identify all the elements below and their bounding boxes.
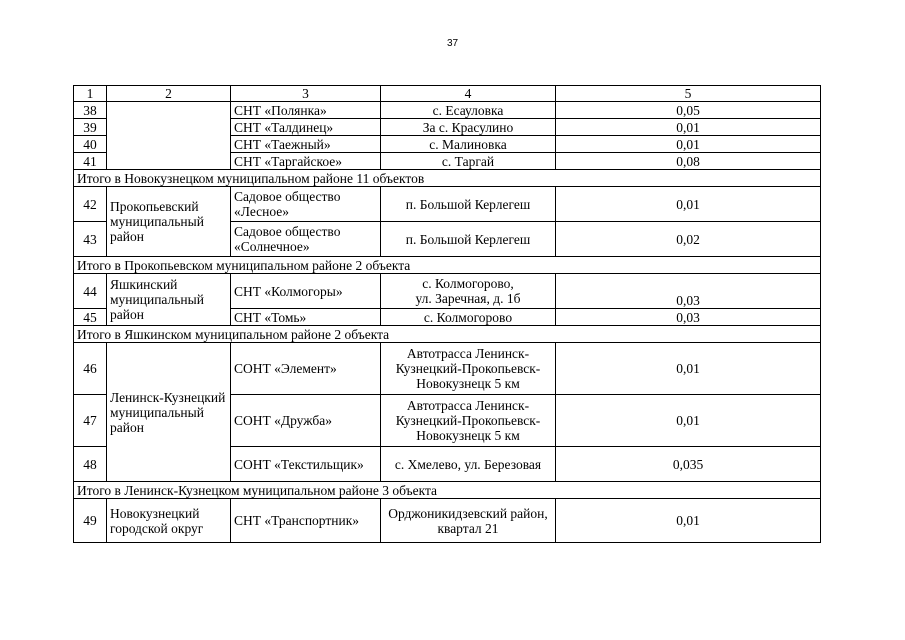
object-location: Автотрасса Ленинск-Кузнецкий-Прокопьевск-Новокузнецк 5 км bbox=[381, 343, 556, 395]
district-name: Прокопьевский муниципальный район bbox=[107, 187, 231, 257]
object-location: с. Колмогорово, ул. Заречная, д. 1б bbox=[381, 274, 556, 309]
object-name: СНТ «Колмогоры» bbox=[231, 274, 381, 309]
row-number: 48 bbox=[74, 447, 107, 482]
total-row bbox=[74, 482, 821, 499]
object-location: с. Малиновка bbox=[381, 136, 556, 153]
object-name: СОНТ «Текстильщик» bbox=[231, 447, 381, 482]
district-name: Ленинск-Кузнецкий муниципальный район bbox=[107, 343, 231, 482]
row-number: 46 bbox=[74, 343, 107, 395]
header-cell: 1 bbox=[74, 86, 107, 102]
object-location: Автотрасса Ленинск-Кузнецкий-Прокопьевск-Новокузнецк 5 км bbox=[381, 395, 556, 447]
header-cell: 4 bbox=[381, 86, 556, 102]
object-location: с. Хмелево, ул. Березовая bbox=[381, 447, 556, 482]
total-row bbox=[74, 170, 821, 187]
object-area: 0,035 bbox=[556, 447, 821, 482]
row-number: 44 bbox=[74, 274, 107, 309]
table-row bbox=[74, 499, 821, 543]
object-name: Садовое общество «Лесное» bbox=[231, 187, 381, 222]
row-number: 43 bbox=[74, 222, 107, 257]
total-row bbox=[74, 326, 821, 343]
row-number: 45 bbox=[74, 309, 107, 326]
object-area: 0,01 bbox=[556, 343, 821, 395]
object-area: 0,03 bbox=[556, 274, 821, 309]
object-name: СНТ «Таргайское» bbox=[231, 153, 381, 170]
object-name: Садовое общество «Солнечное» bbox=[231, 222, 381, 257]
header-cell: 3 bbox=[231, 86, 381, 102]
object-name: СОНТ «Элемент» bbox=[231, 343, 381, 395]
object-area: 0,01 bbox=[556, 119, 821, 136]
object-location: п. Большой Керлегеш bbox=[381, 222, 556, 257]
total-text: Итого в Яшкинском муниципальном районе 2 объекта bbox=[74, 326, 821, 343]
total-text: Итого в Новокузнецком муниципальном районе 11 объектов bbox=[74, 170, 821, 187]
object-location: с. Есауловка bbox=[381, 102, 556, 119]
district-name: Яшкинский муниципальный район bbox=[107, 274, 231, 326]
table-row bbox=[74, 343, 821, 395]
object-location: с. Таргай bbox=[381, 153, 556, 170]
row-number: 42 bbox=[74, 187, 107, 222]
row-number: 47 bbox=[74, 395, 107, 447]
row-number: 49 bbox=[74, 499, 107, 543]
object-location: п. Большой Керлегеш bbox=[381, 187, 556, 222]
object-name: СНТ «Транспортник» bbox=[231, 499, 381, 543]
object-area: 0,01 bbox=[556, 395, 821, 447]
table-row bbox=[74, 102, 821, 119]
total-text: Итого в Прокопьевском муниципальном районе 2 объекта bbox=[74, 257, 821, 274]
object-area: 0,05 bbox=[556, 102, 821, 119]
object-name: СНТ «Томь» bbox=[231, 309, 381, 326]
total-text: Итого в Ленинск-Кузнецком муниципальном районе 3 объекта bbox=[74, 482, 821, 499]
table-row bbox=[74, 274, 821, 309]
header-cell: 5 bbox=[556, 86, 821, 102]
district-name: Новокузнецкий городской округ bbox=[107, 499, 231, 543]
table-row bbox=[74, 187, 821, 222]
object-location: За с. Красулино bbox=[381, 119, 556, 136]
object-name: СНТ «Талдинец» bbox=[231, 119, 381, 136]
row-number: 40 bbox=[74, 136, 107, 153]
object-location: с. Колмогорово bbox=[381, 309, 556, 326]
objects-table bbox=[73, 85, 821, 543]
row-number: 38 bbox=[74, 102, 107, 119]
header-cell: 2 bbox=[107, 86, 231, 102]
row-number: 41 bbox=[74, 153, 107, 170]
district-cell-empty bbox=[107, 102, 231, 170]
page-number: 37 bbox=[446, 38, 459, 49]
object-location: Орджоникидзевский район, квартал 21 bbox=[381, 499, 556, 543]
header-row bbox=[74, 86, 821, 102]
object-name: СНТ «Полянка» bbox=[231, 102, 381, 119]
object-area: 0,01 bbox=[556, 187, 821, 222]
object-area: 0,03 bbox=[556, 309, 821, 326]
total-row bbox=[74, 257, 821, 274]
object-name: СНТ «Таежный» bbox=[231, 136, 381, 153]
object-area: 0,08 bbox=[556, 153, 821, 170]
row-number: 39 bbox=[74, 119, 107, 136]
object-area: 0,01 bbox=[556, 499, 821, 543]
object-area: 0,02 bbox=[556, 222, 821, 257]
object-name: СОНТ «Дружба» bbox=[231, 395, 381, 447]
object-area: 0,01 bbox=[556, 136, 821, 153]
